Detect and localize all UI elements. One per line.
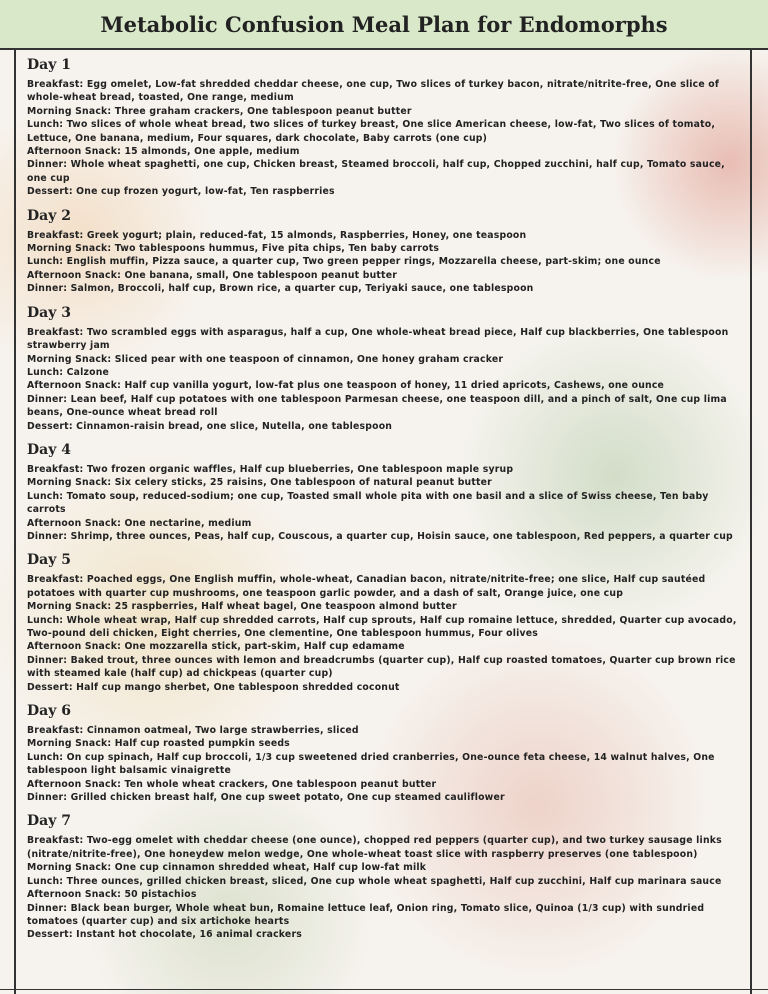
- day-heading: Day 5: [27, 552, 71, 569]
- meal-item: Breakfast: Poached eggs, One English muffin, whole-wheat, Canadian bacon, nitrate/nitrite-free; one slice, Half cup sautéed potatoes with quarter cup mushrooms, one teaspoon garlic powder, and a dash of salt, Orange juice, one cup: [27, 574, 706, 599]
- day-section: [27, 56, 747, 199]
- meal-item: Lunch: Tomato soup, reduced-sodium; one cup, Toasted small whole pita with one basil and a slice of Swiss cheese, Ten baby carrots: [27, 490, 709, 516]
- meal-item: Dinner: Black bean burger, Whole wheat bun, Romaine lettuce leaf, Onion ring, Tomato slice, Quinoa (1/3 cup) with sundried tomatoes (quarter cup) and six artichoke hearts: [27, 902, 705, 927]
- meal-item: Lunch: Three ounces, grilled chicken breast, sliced, One cup whole wheat spaghetti, Half cup zucchini, Half cup marinara sauce: [27, 875, 722, 887]
- day-heading: Day 7: [27, 813, 71, 830]
- meal-item: Breakfast: Cinnamon oatmeal, Two large strawberries, sliced: [27, 725, 359, 737]
- meal-item: Breakfast: Two-egg omelet with cheddar cheese (one ounce), chopped red peppers (quarter cup), and two turkey sausage links (nitrate/nitrite-free), One honeydew melon wedge, One whole-wheat toast slice with raspberry preserves (one tablespoon): [27, 835, 722, 860]
- meal-item: Dinner: Shrimp, three ounces, Peas, half cup, Couscous, a quarter cup, Hoisin sauce, one tablespoon, Red peppers, a quarter cup: [27, 530, 733, 542]
- bottom-divider: [0, 989, 768, 990]
- meal-item: Lunch: English muffin, Pizza sauce, a quarter cup, Two green pepper rings, Mozzarella cheese, part-skim; one ounce: [27, 256, 661, 268]
- meal-item: Morning Snack: One cup cinnamon shredded wheat, Half cup low-fat milk: [27, 862, 427, 874]
- meal-item: Dinner: Whole wheat spaghetti, one cup, Chicken breast, Steamed broccoli, half cup, Chopped zucchini, half cup, Tomato sauce, one cup: [27, 159, 725, 184]
- meal-item: Dessert: Half cup mango sherbet, One tablespoon shredded coconut: [27, 681, 400, 693]
- meal-list: [27, 326, 747, 433]
- page-title: Metabolic Confusion Meal Plan for Endomorphs: [100, 11, 668, 37]
- day-heading: Day 2: [27, 207, 71, 224]
- day-section: [27, 207, 747, 296]
- meal-item: Breakfast: Two scrambled eggs with asparagus, half a cup, One whole-wheat bread piece, Half cup blackberries, One tablespoon strawberry jam: [27, 326, 729, 352]
- meal-item: Morning Snack: Two tablespoons hummus, Five pita chips, Ten baby carrots: [27, 243, 440, 255]
- meal-item: Lunch: Calzone: [27, 366, 110, 378]
- meal-item: Breakfast: Greek yogurt; plain, reduced-fat, 15 almonds, Raspberries, Honey, one teaspoon: [27, 229, 527, 241]
- day-heading: Day 3: [27, 304, 71, 321]
- meal-item: Afternoon Snack: 15 almonds, One apple, medium: [27, 146, 300, 158]
- meal-item: Dinner: Lean beef, Half cup potatoes with one tablespoon Parmesan cheese, one teaspoon dill, and a pinch of salt, One cup lima beans, One-ounce wheat bread roll: [27, 393, 727, 419]
- day-section: [27, 702, 747, 804]
- meal-item: Breakfast: Egg omelet, Low-fat shredded cheddar cheese, one cup, Two slices of turkey bacon, nitrate/nitrite-free, One slice of whole-wheat bread, toasted, One range, medium: [27, 79, 720, 104]
- meal-item: Dinner: Baked trout, three ounces with lemon and breadcrumbs (quarter cup), Half cup roasted tomatoes, Quarter cup brown rice with steamed kale (half cup) ad chickpeas (quarter cup): [27, 654, 736, 680]
- day-heading: Day 4: [27, 441, 71, 458]
- day-section: [27, 441, 747, 543]
- meal-item: Lunch: Two slices of whole wheat bread, two slices of turkey breast, One slice American cheese, low-fat, Two slices of tomato, Lettuce, One banana, medium, Four squares, dark chocolate, Baby carrots (one cup): [27, 119, 716, 144]
- meal-item: Afternoon Snack: Ten whole wheat crackers, One tablespoon peanut butter: [27, 778, 437, 790]
- meal-list: [27, 834, 747, 941]
- meal-item: Morning Snack: 25 raspberries, Half wheat bagel, One teaspoon almond butter: [27, 601, 457, 613]
- title-banner: [0, 0, 768, 50]
- meal-item: Morning Snack: Half cup roasted pumpkin seeds: [27, 738, 290, 750]
- meal-list: [27, 573, 747, 694]
- meal-item: Afternoon Snack: One banana, small, One tablespoon peanut butter: [27, 269, 397, 281]
- meal-item: Dessert: Cinnamon-raisin bread, one slice, Nutella, one tablespoon: [27, 420, 393, 432]
- meal-item: Dessert: Instant hot chocolate, 16 animal crackers: [27, 929, 302, 941]
- meal-item: Afternoon Snack: One mozzarella stick, part-skim, Half cup edamame: [27, 641, 405, 653]
- meal-item: Dinner: Salmon, Broccoli, half cup, Brown rice, a quarter cup, Teriyaki sauce, one tablespoon: [27, 283, 534, 295]
- meal-item: Dinner: Grilled chicken breast half, One cup sweet potato, One cup steamed cauliflower: [27, 792, 505, 804]
- day-heading: Day 1: [27, 57, 71, 73]
- meal-item: Lunch: On cup spinach, Half cup broccoli, 1/3 cup sweetened dried cranberries, One-ounce feta cheese, 14 walnut halves, One tablespoon light balsamic vinaigrette: [27, 751, 715, 777]
- meal-item: Afternoon Snack: One nectarine, medium: [27, 517, 252, 529]
- day-heading: Day 6: [27, 703, 71, 720]
- day-section: [27, 304, 747, 433]
- meal-list: [27, 78, 747, 199]
- meal-item: Morning Snack: Three graham crackers, One tablespoon peanut butter: [27, 105, 412, 117]
- meal-item: Breakfast: Two frozen organic waffles, Half cup blueberries, One tablespoon maple syrup: [27, 463, 514, 475]
- meal-item: Morning Snack: Sliced pear with one teaspoon of cinnamon, One honey graham cracker: [27, 353, 504, 365]
- meal-item: Dessert: One cup frozen yogurt, low-fat, Ten raspberries: [27, 186, 335, 198]
- day-section: [27, 812, 747, 941]
- meal-item: Lunch: Whole wheat wrap, Half cup shredded carrots, Half cup sprouts, Half cup romaine lettuce, shredded, Quarter cup avocado, Two-pound deli chicken, Eight cherries, One clementine, One tablespoon hummus, Four olives: [27, 614, 737, 639]
- meal-plan: [27, 56, 747, 950]
- meal-item: Morning Snack: Six celery sticks, 25 raisins, One tablespoon of natural peanut butter: [27, 477, 492, 489]
- meal-list: [27, 724, 747, 804]
- meal-item: Afternoon Snack: 50 pistachios: [27, 889, 197, 901]
- meal-list: [27, 229, 747, 296]
- meal-item: Afternoon Snack: Half cup vanilla yogurt, low-fat plus one teaspoon of honey, 11 dried apricots, Cashews, one ounce: [27, 380, 665, 392]
- meal-list: [27, 463, 747, 543]
- day-section: [27, 551, 747, 694]
